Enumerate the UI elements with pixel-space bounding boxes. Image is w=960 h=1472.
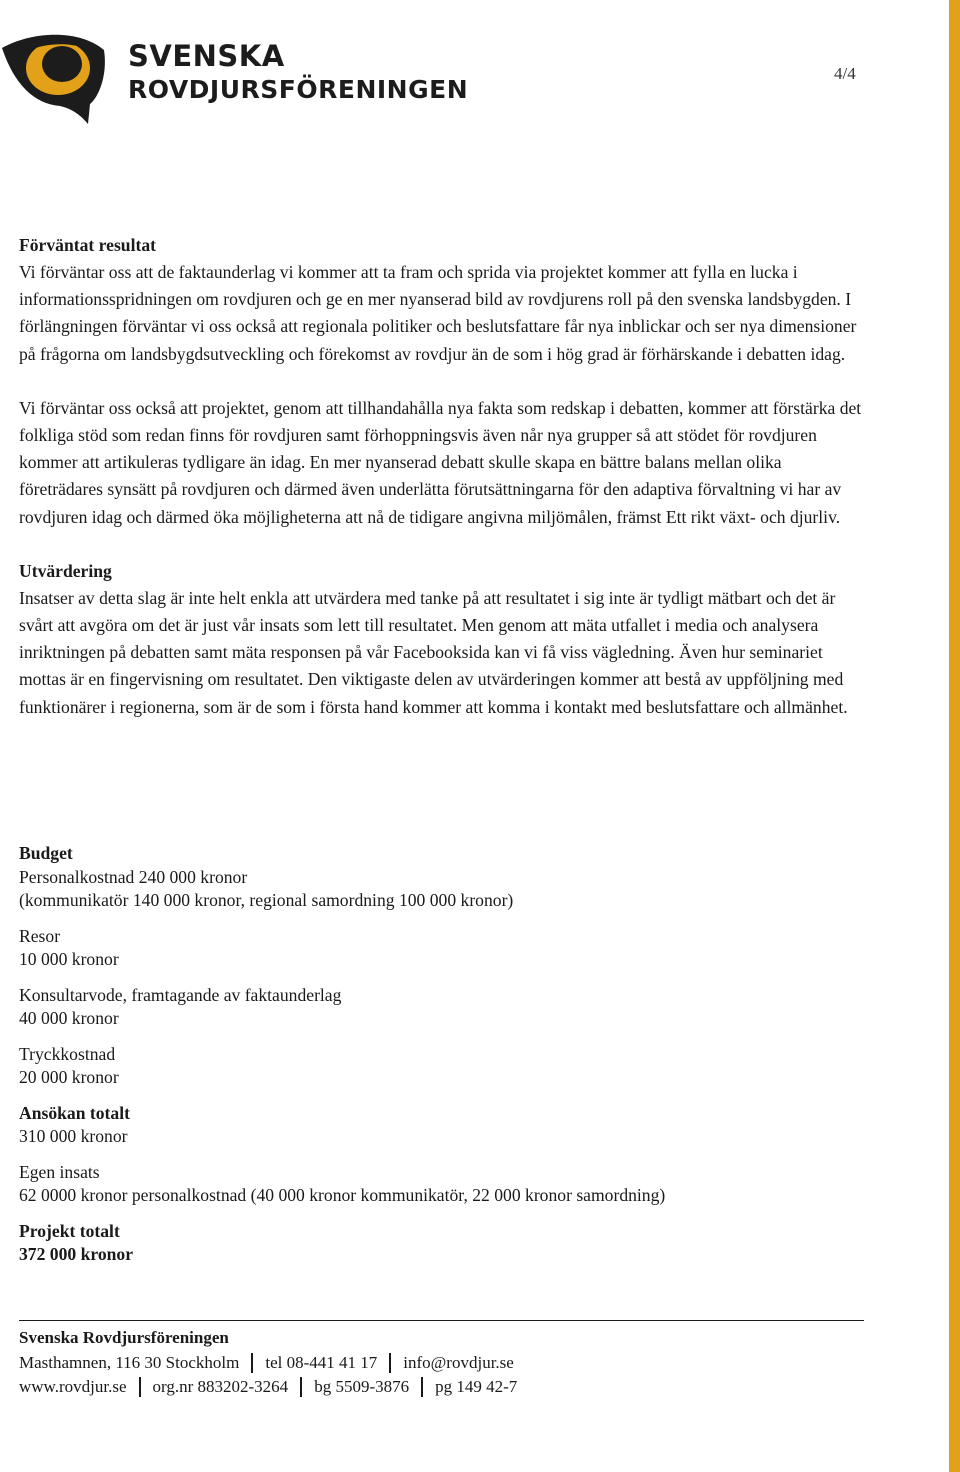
budget-item-own-contribution bbox=[19, 1161, 864, 1208]
expected-result-paragraph-2: Vi förväntar oss också att projektet, genom att tillhandahålla nya fakta som redskap i debatten, kommer att förstärka det folkliga stöd som redan finns för rovdjuren samt förhoppningsvis även når nya grupper så att stödet för rovdjuren kommer att artikuleras tydligare än idag. En mer nyanserad debatt skulle skapa en bättre balans mellan olika företrädares synsätt på rovdjuren och därmed även underlätta förutsättningarna för den adaptiva förvaltning vi har av rovdjuren idag och därmed öka möjligheterna att nå de tidigare angivna miljömålen, främst Ett rikt växt- och djurliv. bbox=[19, 397, 862, 527]
evaluation-paragraph: Insatser av detta slag är inte helt enkla att utvärdera med tanke på att resultatet i sig inte är tydligt mätbart och det är svårt att avgöra om det är just vår insats som lett till resultatet. Men genom att mäta utfallet i media och analysera inriktningen på debatten samt mäta responsen på vår Facebooksida kan vi få viss vägledning. Även hur seminariet mottas är en fingervisning om resultatet. Den viktigaste delen av utvärderingen kommer att bestå av uppföljning med funktionärer i regionerna, som är de som i första hand kommer att komma i kontakt med beslutsfattare och allmänhet. bbox=[19, 587, 848, 717]
budget-item-personnel bbox=[19, 866, 864, 913]
footer-separator bbox=[251, 1353, 253, 1373]
footer-postgiro: pg 149 42-7 bbox=[435, 1377, 518, 1396]
logo-line-1: SVENSKA bbox=[128, 39, 285, 73]
application-total-label: Ansökan totalt bbox=[19, 1102, 130, 1123]
main-content bbox=[19, 232, 864, 721]
footer-separator bbox=[421, 1377, 423, 1397]
budget-item-travel bbox=[19, 925, 864, 972]
budget-item-project-total bbox=[19, 1220, 864, 1267]
travel-value: 10 000 kronor bbox=[19, 949, 119, 969]
footer-registration-row bbox=[19, 1375, 517, 1400]
budget-heading: Budget bbox=[19, 843, 73, 863]
footer-separator bbox=[389, 1353, 391, 1373]
footer-phone[interactable]: tel 08-441 41 17 bbox=[265, 1352, 378, 1372]
application-total-value: 310 000 kronor bbox=[19, 1126, 128, 1146]
budget-item-consulting bbox=[19, 984, 864, 1031]
eye-logo-icon bbox=[0, 28, 112, 128]
logo-line-2: ROVDJURSFÖRENINGEN bbox=[128, 75, 469, 104]
footer-contact-row bbox=[19, 1351, 517, 1376]
expected-result-paragraph-1: Vi förväntar oss att de faktaunderlag vi kommer att ta fram och sprida via projektet kommer att fylla en lucka i informationsspridningen om rovdjuren och ge en mer nyanserad bild av rovdjurens roll på den svenska landsbygden. I förlängningen förväntar vi oss också att regionala politiker och beslutsfattare får nya inblickar och ser nya dimensioner på frågorna om landsbygdsutveckling och förekomst av rovdjur än de som i hög grad är förhärskande i debatten idag. bbox=[19, 262, 857, 364]
consulting-value: 40 000 kronor bbox=[19, 1008, 119, 1028]
footer-separator bbox=[139, 1377, 141, 1397]
budget-item-printing bbox=[19, 1043, 864, 1090]
footer-org-name: Svenska Rovdjursföreningen bbox=[19, 1328, 229, 1347]
project-total-label: Projekt totalt bbox=[19, 1220, 120, 1241]
own-contribution-label: Egen insats bbox=[19, 1161, 100, 1182]
travel-label: Resor bbox=[19, 925, 61, 946]
own-contribution-value: 62 0000 kronor personalkostnad (40 000 kronor kommunikatör, 22 000 kronor samordning) bbox=[19, 1185, 666, 1205]
page-number: 4/4 bbox=[834, 64, 856, 83]
footer-website[interactable]: www.rovdjur.se bbox=[19, 1377, 127, 1396]
organization-logo bbox=[0, 28, 469, 128]
personnel-detail: (kommunikatör 140 000 kronor, regional samordning 100 000 kronor) bbox=[19, 890, 514, 910]
footer-divider bbox=[19, 1320, 864, 1321]
footer-bankgiro: bg 5509-3876 bbox=[314, 1377, 410, 1396]
logo-wordmark bbox=[128, 40, 468, 106]
consulting-label: Konsultarvode, framtagande av faktaunderlag bbox=[19, 984, 342, 1005]
printing-value: 20 000 kronor bbox=[19, 1067, 119, 1087]
budget-item-application-total bbox=[19, 1102, 864, 1149]
footer-email[interactable]: info@rovdjur.se bbox=[403, 1352, 514, 1372]
personnel-label: Personalkostnad 240 000 kronor bbox=[19, 866, 248, 887]
accent-side-bar bbox=[949, 0, 960, 1472]
project-total-value: 372 000 kronor bbox=[19, 1244, 134, 1264]
footer-address: Masthamnen, 116 30 Stockholm bbox=[19, 1352, 240, 1372]
expected-result-heading: Förväntat resultat bbox=[19, 235, 156, 255]
budget-section bbox=[19, 842, 864, 1279]
footer-orgnr: org.nr 883202-3264 bbox=[152, 1377, 289, 1396]
footer bbox=[19, 1326, 517, 1400]
footer-separator bbox=[300, 1377, 302, 1397]
printing-label: Tryckkostnad bbox=[19, 1043, 116, 1064]
evaluation-heading: Utvärdering bbox=[19, 560, 112, 581]
